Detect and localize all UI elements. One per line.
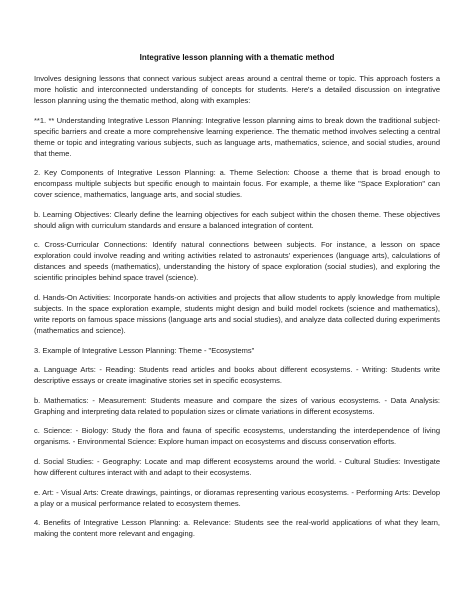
document-page (34, 52, 440, 548)
paragraph-hands-on: d. Hands-On Activities: Incorporate hands-on activities and projects that allow students to apply knowledge from multiple subjects. In the space exploration example, students might design and build model rockets (science and mathematics), write reports on famous space missions (language arts and social studies), and analyze data collected during experiments (mathematics and science). (34, 292, 440, 335)
paragraph-social-studies: d. Social Studies: - Geography: Locate and map different ecosystems around the world. - Cultural Studies: Investigate how different cultures interact with and adapt to their ecosystems. (34, 456, 440, 477)
paragraph-cross-curricular: c. Cross-Curricular Connections: Identify natural connections between subjects. For instance, a lesson on space exploration could involve reading and writing activities related to astronauts' experiences (language arts), calculations of distances and speeds (mathematics), understanding the history of space exploration (social studies), and exploring the scientific principles behind space travel (science). (34, 240, 440, 283)
paragraph-benefits: 4. Benefits of Integrative Lesson Planning: a. Relevance: Students see the real-world applications of what they learn, making the content more relevant and engaging. (34, 518, 440, 539)
paragraph-science: c. Science: - Biology: Study the flora and fauna of specific ecosystems, understanding the interdependence of living organisms. - Environmental Science: Explore human impact on ecosystems and discuss conservation efforts. (34, 426, 440, 447)
paragraph-mathematics: b. Mathematics: - Measurement: Students measure and compare the sizes of various ecosystems. - Data Analysis: Graphing and interpreting data related to population sizes or climate variations in different ecosystems. (34, 395, 440, 416)
paragraph-example-heading: 3. Example of Integrative Lesson Planning: Theme - "Ecosystems" (34, 345, 255, 355)
paragraph-learning-objectives: b. Learning Objectives: Clearly define the learning objectives for each subject within the chosen theme. These objectives should align with curriculum standards and ensure a balanced integration of content. (34, 209, 440, 230)
paragraph-language-arts: a. Language Arts: - Reading: Students read articles and books about different ecosystems. - Writing: Students write descriptive essays or create imaginative stories set in specific ecosystems. (34, 365, 440, 386)
paragraph-understanding: **1. ** Understanding Integrative Lesson Planning: Integrative lesson planning aims to break down the traditional subject-specific barriers and create a more comprehensive learning experience. The thematic method involves selecting a central theme or topic and integrating various subjects, such as language arts, mathematics, science, and social studies, around that theme. (34, 115, 440, 158)
paragraph-key-components: 2. Key Components of Integrative Lesson Planning: a. Theme Selection: Choose a theme that is broad enough to encompass multiple subjects but specific enough to maintain focus. For example, a theme like "Space Exploration" can cover science, mathematics, language arts, and social studies. (34, 168, 440, 200)
paragraph-art: e. Art: - Visual Arts: Create drawings, paintings, or dioramas representing various ecosystems. - Performing Arts: Develop a play or a musical performance related to ecosystem themes. (34, 487, 440, 508)
document-title: Integrative lesson planning with a thematic method (139, 53, 335, 62)
paragraph-intro: Involves designing lessons that connect various subject areas around a central theme or topic. This approach fosters a more holistic and interconnected understanding of concepts for students. Here's a detailed discussion on integrative lesson planning using the thematic method, along with examples: (34, 74, 440, 105)
